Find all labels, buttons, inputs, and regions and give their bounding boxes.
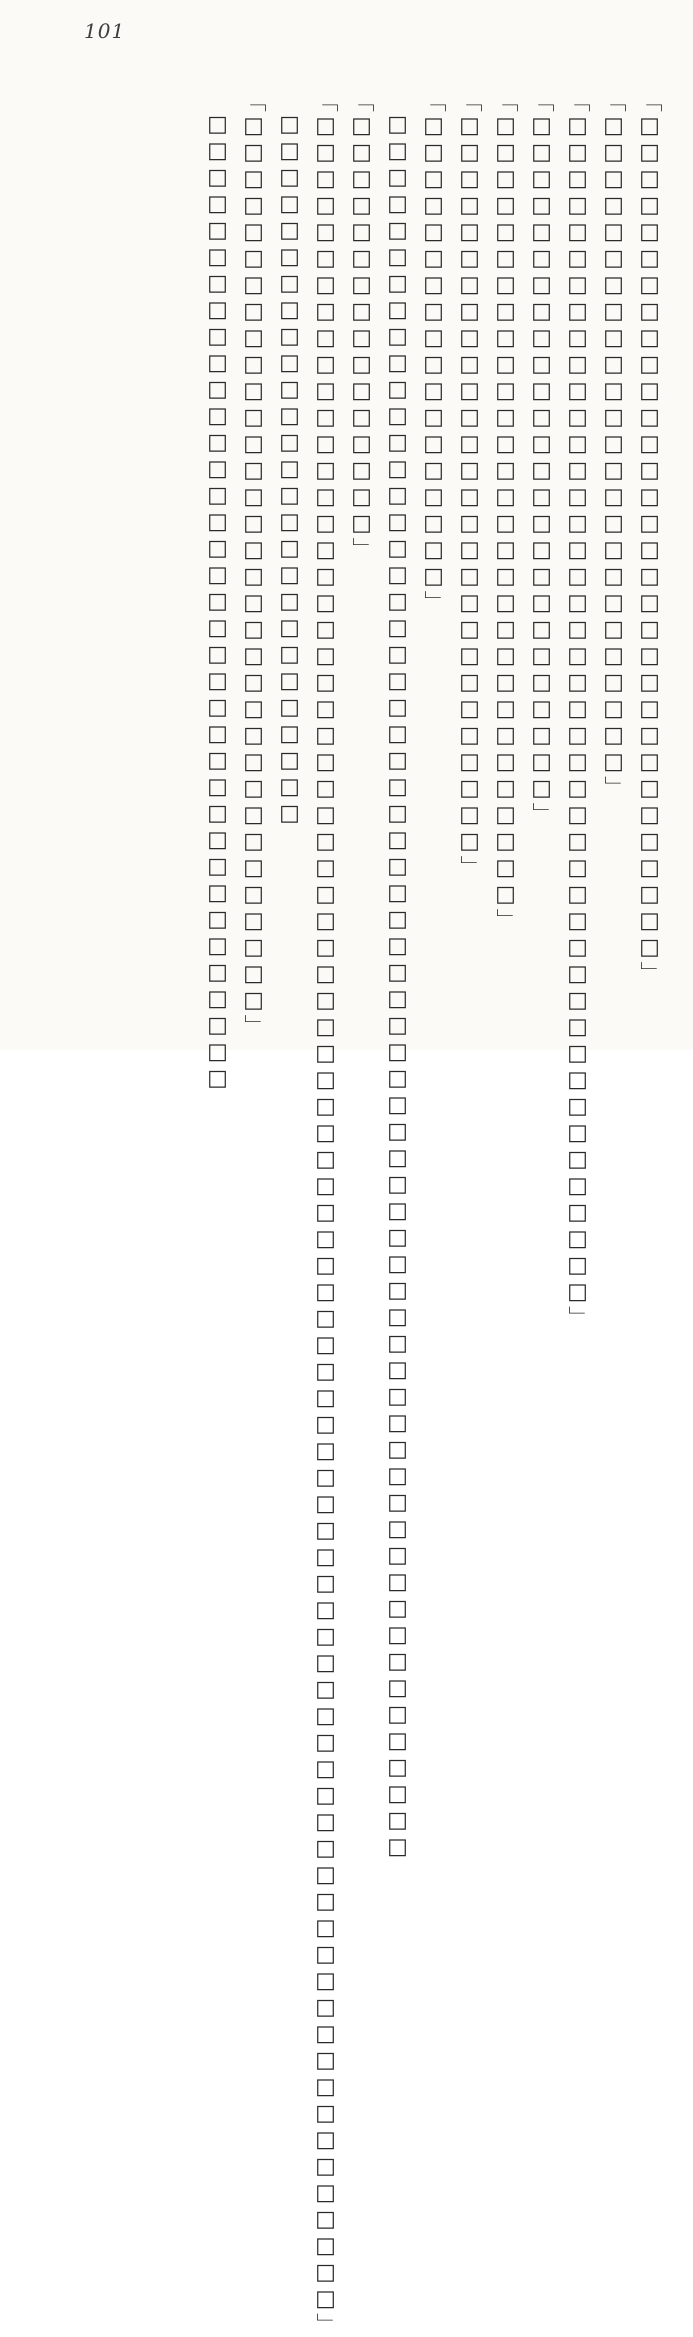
- paragraph: 「□□□□□□□□□□□□□□□□」: [349, 90, 374, 561]
- paragraph: 「□□□□□□□□□□□□□□□□□□□□□□□□□□□□□□」: [493, 90, 518, 932]
- paragraph: □□□□□□□□□□□□□□□□□□□□□□□□□□□□□□□□□□□□□: [205, 112, 230, 1093]
- paragraph: 「□□□□□□□□□□□□□□□□□□□□□□□□□□□□□□□□□□□□□□□□□□□□□□□□□□□□□□□□□□□□□□□□□□□□□□□□□□□□□□□□□□□」: [313, 90, 338, 2337]
- paragraph: 「□□□□□□□□□□□□□□□□□□□□□□□□□□□□□□□□」: [637, 90, 662, 985]
- paragraph: □□□□□□□□□□□□□□□□□□□□□□□□□□□□□□□□□□□□□□□□□□□□□□□□□□□□□□□□□□□□□□□□□□: [385, 112, 410, 1861]
- page-number: 101: [84, 19, 126, 43]
- paragraph: □□□□□□□□□□□□□□□□□□□□□□□□□□□: [277, 112, 302, 828]
- paragraph: 「□□□□□□□□□□□□□□□□□□□□□□□□□□」: [529, 90, 554, 826]
- paragraph: 「□□□□□□□□□□□□□□□□□□」: [421, 90, 446, 614]
- paragraph: 「□□□□□□□□□□□□□□□□□□□□□□□□□□□□」: [457, 90, 482, 879]
- paragraph: 「□□□□□□□□□□□□□□□□□□□□□□□□□□□□□□□□□□□□□□□□□□□□□」: [565, 90, 590, 1330]
- paragraph: 「□□□□□□□□□□□□□□□□□□□□□□□□□□□□□□□□□□」: [241, 90, 266, 1038]
- vertical-text-block: [199, 90, 667, 2337]
- paragraph: 「□□□□□□□□□□□□□□□□□□□□□□□□□」: [601, 90, 626, 800]
